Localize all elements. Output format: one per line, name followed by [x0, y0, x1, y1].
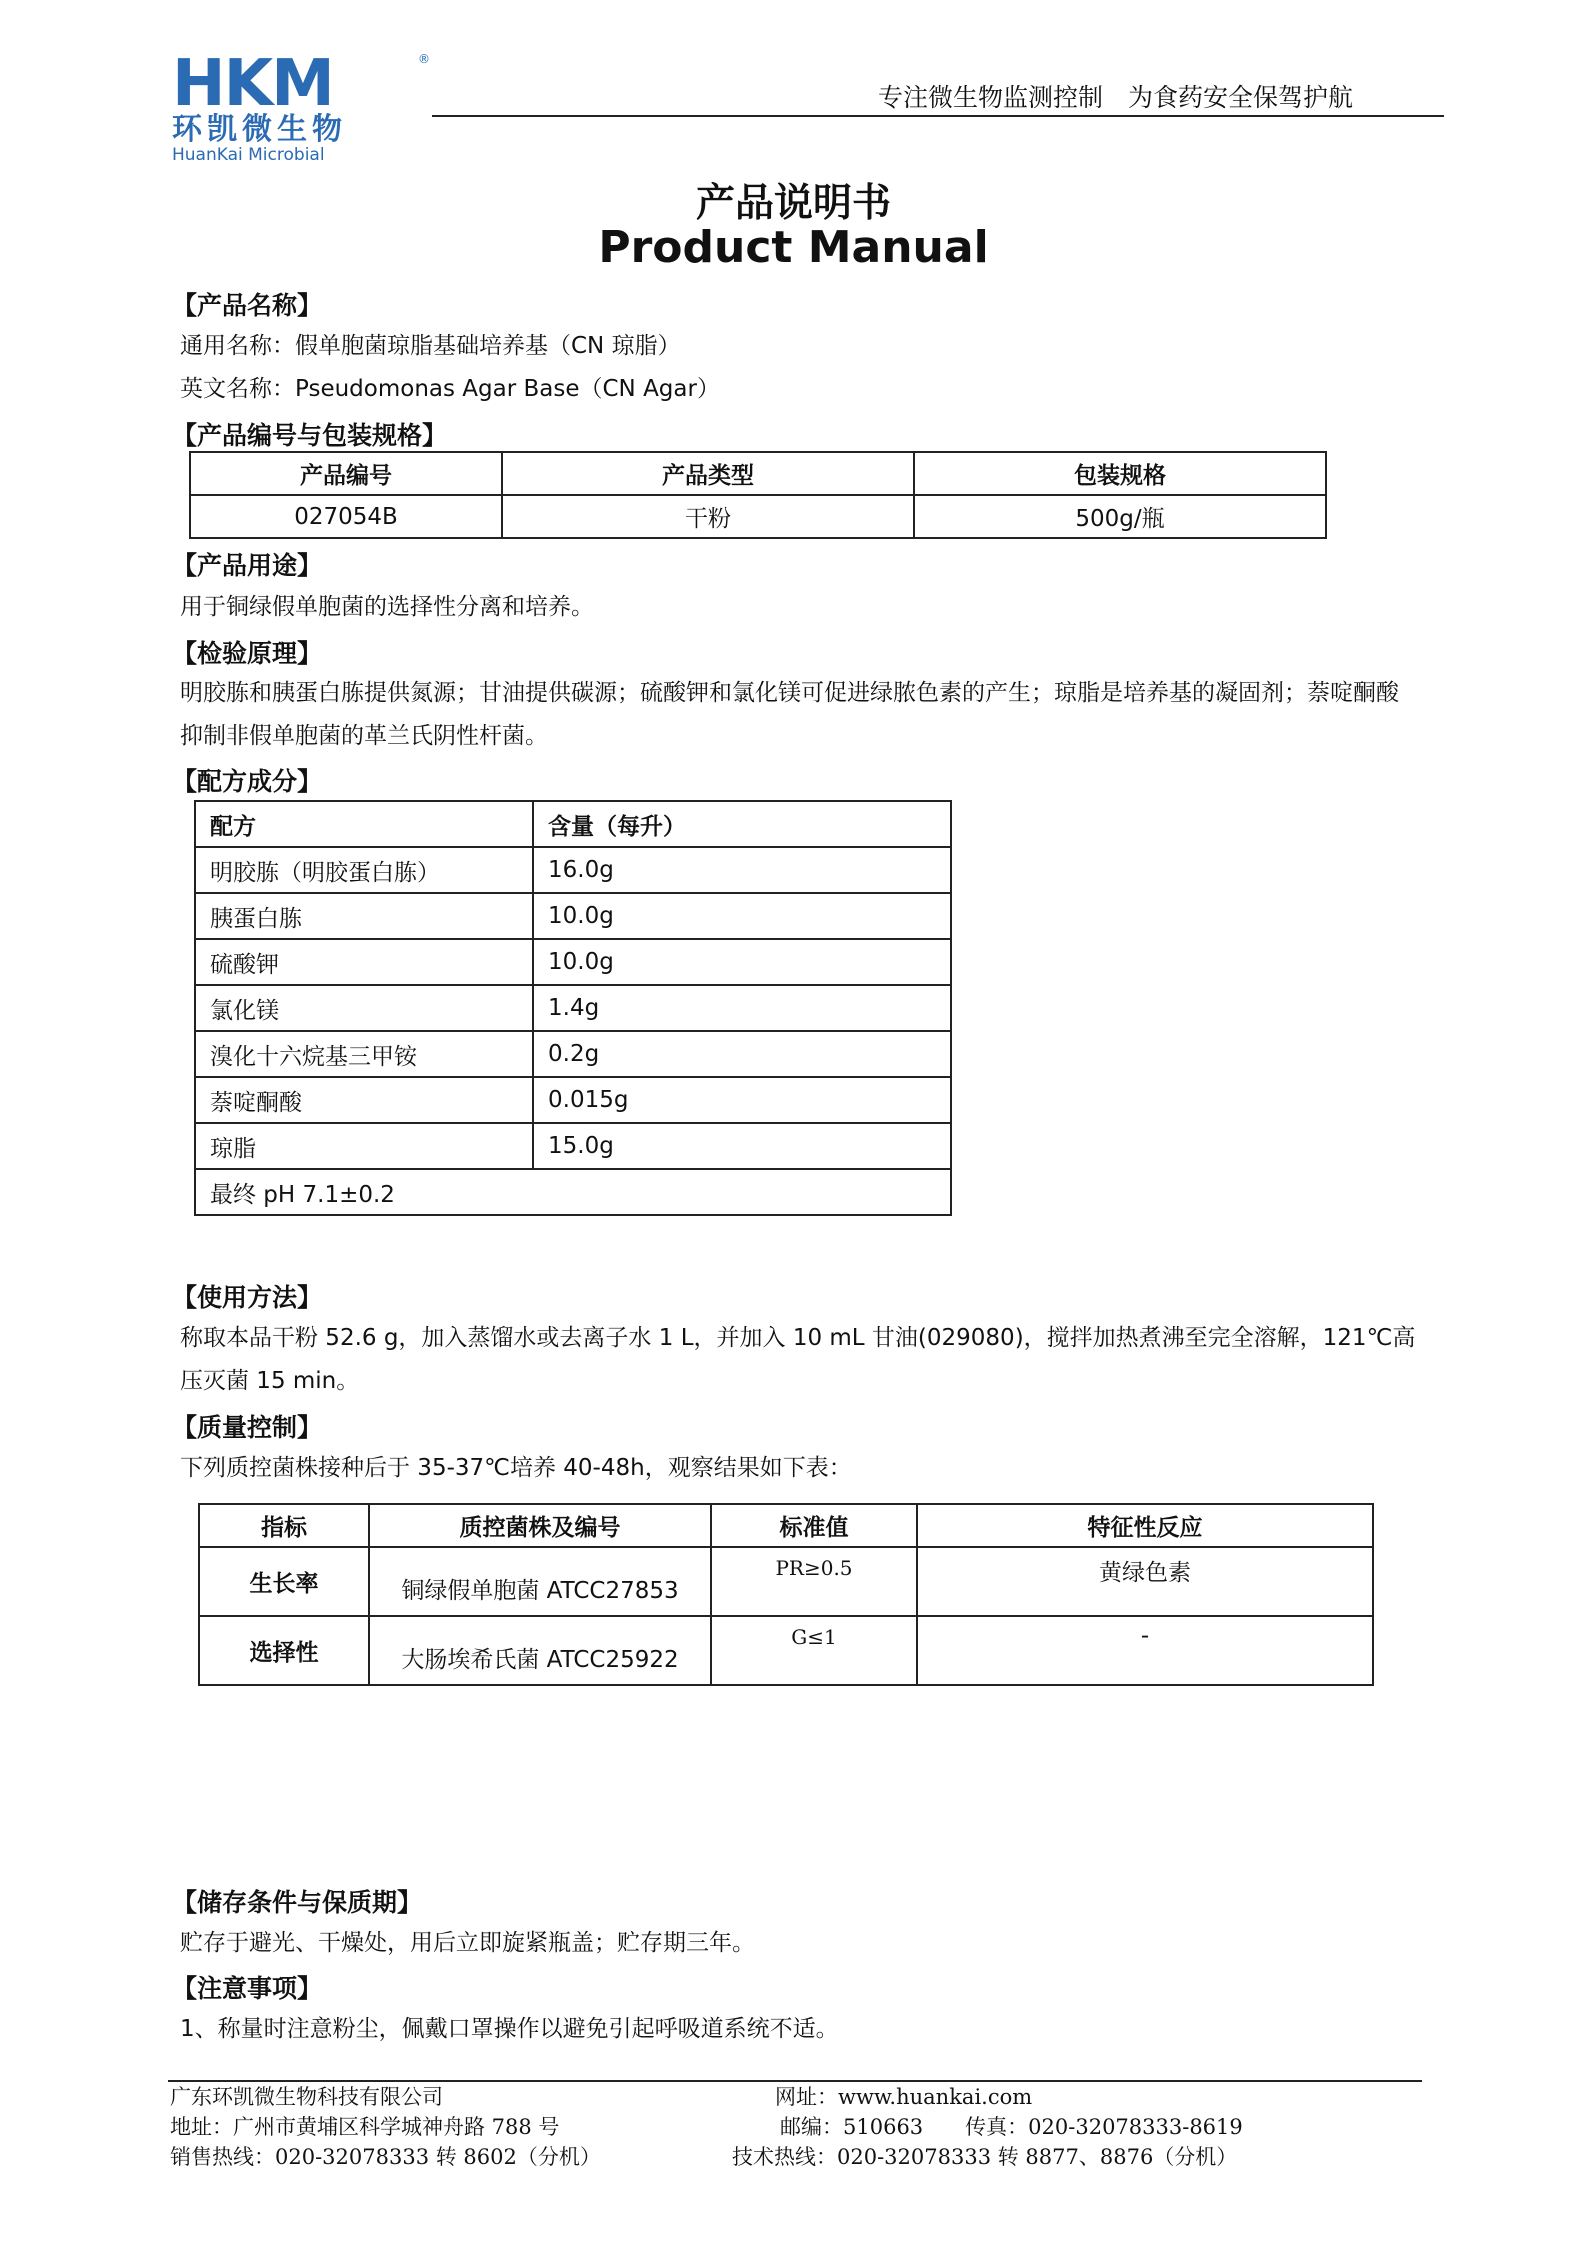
table-row	[195, 1031, 951, 1077]
table-header-cell: 含量（每升）	[533, 801, 951, 847]
final-ph: 最终 pH 7.1±0.2	[195, 1169, 951, 1215]
section-heading-usage: 【产品用途】	[172, 551, 323, 580]
ingredient-amount: 15.0g	[533, 1123, 951, 1169]
footer-tech-hotline: 技术热线：020-32078333 转 8877、8876（分机）	[732, 2145, 1238, 2169]
qc-indicator: 生长率	[199, 1547, 369, 1616]
table-row	[195, 1077, 951, 1123]
section-heading-notes: 【注意事项】	[172, 1974, 323, 2003]
section-heading-storage: 【储存条件与保质期】	[172, 1888, 423, 1917]
ingredient-name: 溴化十六烷基三甲铵	[195, 1031, 533, 1077]
storage-text: 贮存于避光、干燥处，用后立即旋紧瓶盖；贮存期三年。	[180, 1930, 755, 1956]
ingredient-amount: 1.4g	[533, 985, 951, 1031]
table-row	[195, 939, 951, 985]
ingredient-name: 明胶胨（明胶蛋白胨）	[195, 847, 533, 893]
table-header-cell: 配方	[195, 801, 533, 847]
qc-indicator: 选择性	[199, 1616, 369, 1685]
table-cell: 500g/瓶	[914, 495, 1326, 538]
footer-postcode-fax: 邮编：510663 传真：020-32078333-8619	[780, 2115, 1243, 2139]
ingredient-amount: 16.0g	[533, 847, 951, 893]
page-title-cn: 产品说明书	[695, 181, 891, 226]
qc-intro: 下列质控菌株接种后于 35-37℃培养 40-48h，观察结果如下表：	[180, 1455, 852, 1481]
section-heading-formula: 【配方成分】	[172, 767, 323, 796]
qc-strain: 铜绿假单胞菌 ATCC27853	[369, 1547, 711, 1616]
table-row	[195, 985, 951, 1031]
notes-text: 1、称量时注意粉尘，佩戴口罩操作以避免引起呼吸道系统不适。	[180, 2016, 839, 2042]
table-row	[190, 495, 1326, 538]
table-header-cell: 包装规格	[914, 452, 1326, 495]
usage-text: 用于铜绿假单胞菌的选择性分离和培养。	[180, 594, 594, 620]
table-header-row	[190, 452, 1326, 495]
ingredient-name: 胰蛋白胨	[195, 893, 533, 939]
ingredient-amount: 0.2g	[533, 1031, 951, 1077]
table-row	[195, 847, 951, 893]
table-header-cell: 产品编号	[190, 452, 502, 495]
qc-standard: G≤1	[711, 1616, 917, 1685]
method-line-2: 压灭菌 15 min。	[180, 1368, 360, 1394]
qc-table	[198, 1503, 1374, 1686]
ingredient-amount: 10.0g	[533, 893, 951, 939]
ingredient-name: 氯化镁	[195, 985, 533, 1031]
formula-table	[194, 800, 952, 1216]
table-cell: 干粉	[502, 495, 914, 538]
ingredient-amount: 0.015g	[533, 1077, 951, 1123]
table-header-row	[199, 1504, 1373, 1547]
principle-line-2: 抑制非假单胞菌的革兰氏阴性杆菌。	[180, 723, 548, 749]
logo-mark: HKM	[172, 47, 333, 121]
section-heading-principle: 【检验原理】	[172, 639, 323, 668]
table-header-row	[195, 801, 951, 847]
table-header-cell: 标准值	[711, 1504, 917, 1547]
header-tagline: 专注微生物监测控制 为食药安全保驾护航	[878, 83, 1354, 112]
table-header-cell: 质控菌株及编号	[369, 1504, 711, 1547]
page-title-en: Product Manual	[598, 222, 989, 273]
table-row	[195, 1169, 951, 1215]
footer-address: 地址：广州市黄埔区科学城神舟路 788 号	[170, 2115, 560, 2139]
footer-web: 网址：www.huankai.com	[775, 2085, 1033, 2109]
logo-chinese-name: 环凯微生物	[172, 112, 347, 147]
common-name: 通用名称：假单胞菌琼脂基础培养基（CN 琼脂）	[180, 333, 681, 359]
table-row	[199, 1547, 1373, 1616]
qc-strain: 大肠埃希氏菌 ATCC25922	[369, 1616, 711, 1685]
logo-english-name: HuanKai Microbial	[172, 145, 325, 165]
method-line-1: 称取本品干粉 52.6 g，加入蒸馏水或去离子水 1 L，并加入 10 mL 甘油(029080)，搅拌加热煮沸至完全溶解，121℃高	[180, 1325, 1416, 1351]
company-logo	[172, 47, 442, 165]
footer-left	[170, 2082, 601, 2172]
table-row	[195, 893, 951, 939]
ingredient-name: 硫酸钾	[195, 939, 533, 985]
qc-reaction: 黄绿色素	[917, 1547, 1373, 1616]
table-header-cell: 指标	[199, 1504, 369, 1547]
section-heading-method: 【使用方法】	[172, 1283, 323, 1312]
table-cell: 027054B	[190, 495, 502, 538]
ingredient-name: 琼脂	[195, 1123, 533, 1169]
registered-mark: ®	[418, 52, 430, 66]
section-heading-packaging: 【产品编号与包装规格】	[172, 421, 448, 450]
footer-sales-hotline: 销售热线：020-32078333 转 8602（分机）	[170, 2145, 601, 2169]
table-header-cell: 特征性反应	[917, 1504, 1373, 1547]
qc-standard: PR≥0.5	[711, 1547, 917, 1616]
table-row	[195, 1123, 951, 1169]
ingredient-name: 萘啶酮酸	[195, 1077, 533, 1123]
ingredient-amount: 10.0g	[533, 939, 951, 985]
footer-company: 广东环凯微生物科技有限公司	[170, 2085, 443, 2109]
header-divider	[432, 115, 1444, 117]
principle-line-1: 明胶胨和胰蛋白胨提供氮源；甘油提供碳源；硫酸钾和氯化镁可促进绿脓色素的产生；琼脂是培养基的凝固剂；萘啶酮酸	[180, 680, 1399, 706]
packaging-table	[189, 451, 1327, 539]
section-heading-product-name: 【产品名称】	[172, 291, 323, 320]
english-name: 英文名称：Pseudomonas Agar Base（CN Agar）	[180, 376, 720, 402]
section-heading-qc: 【质量控制】	[172, 1413, 323, 1442]
qc-reaction: -	[917, 1616, 1373, 1685]
table-row	[199, 1616, 1373, 1685]
table-header-cell: 产品类型	[502, 452, 914, 495]
